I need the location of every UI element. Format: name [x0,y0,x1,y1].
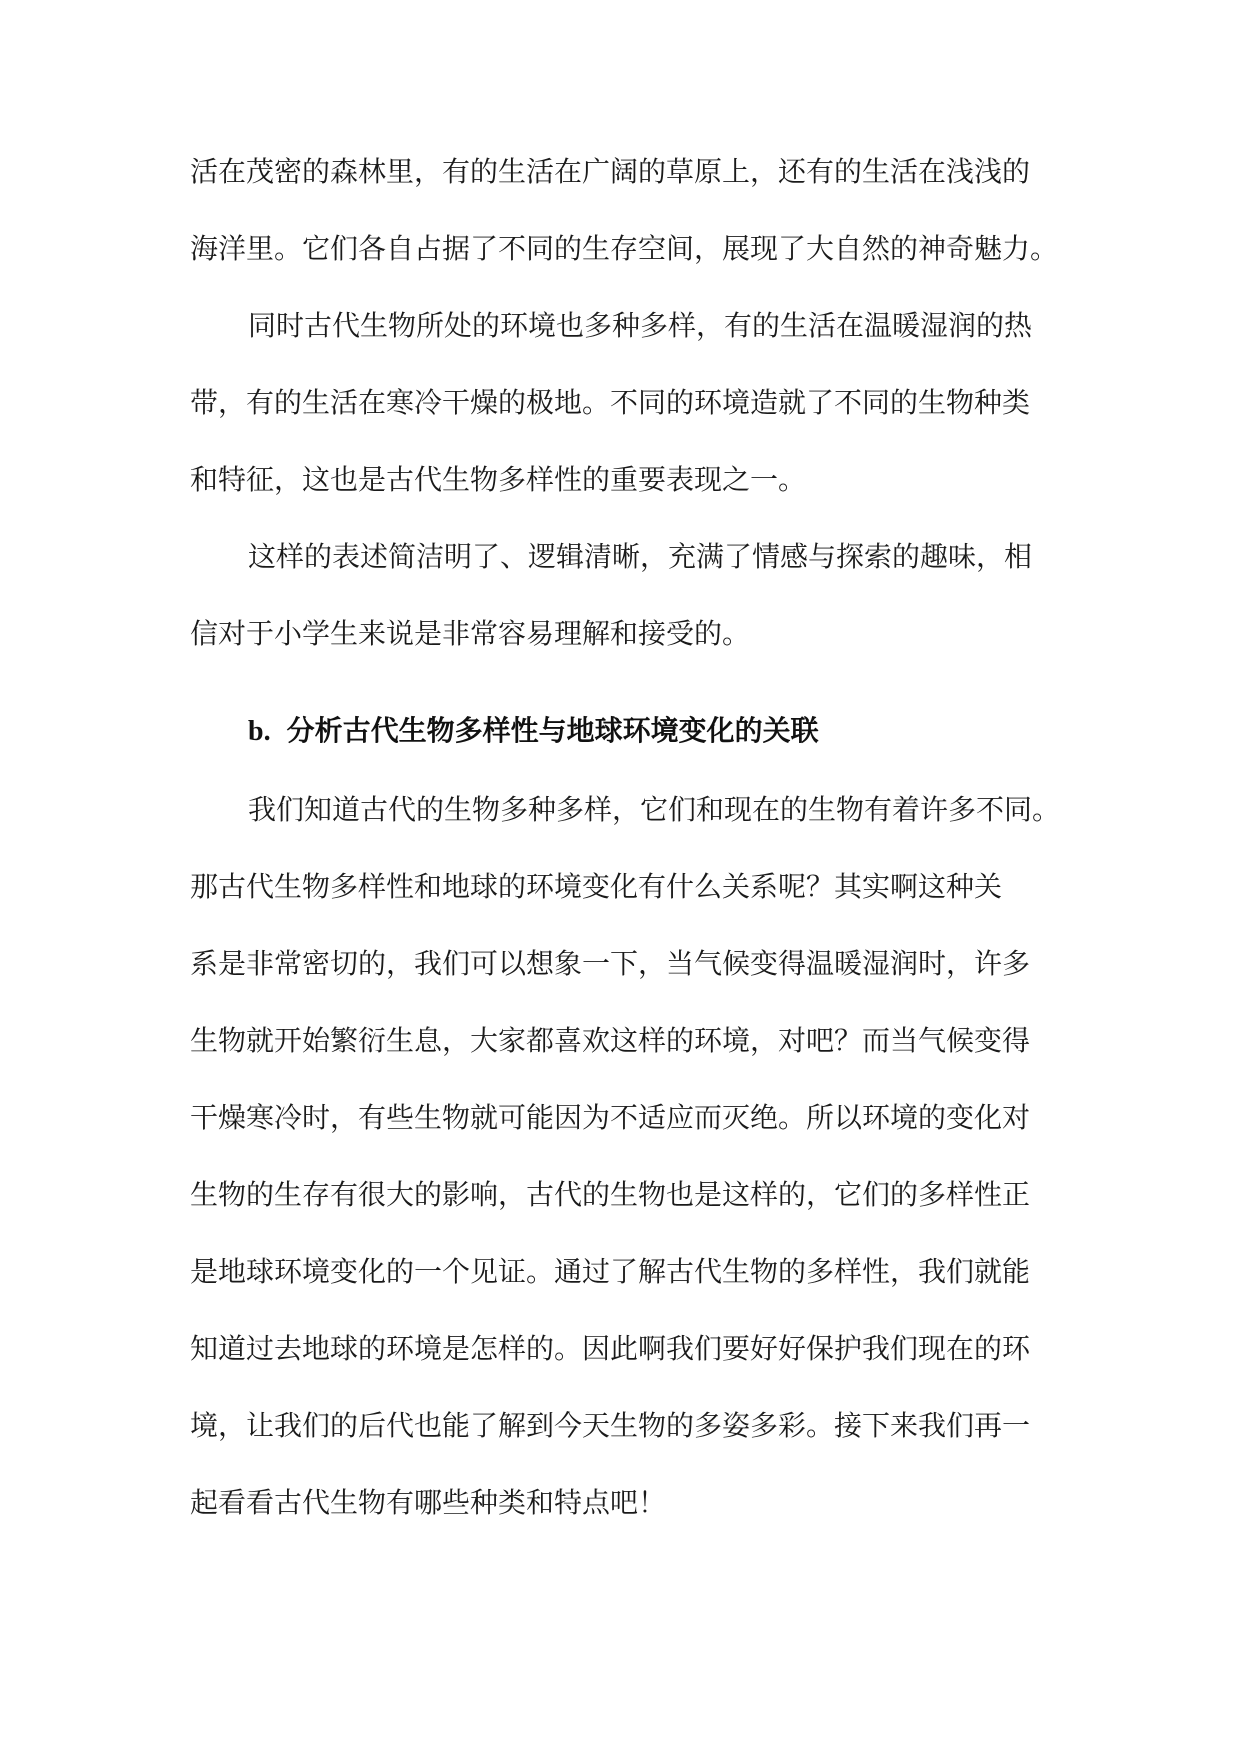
section-heading [248,692,819,770]
paragraph-line: 信对于小学生来说是非常容易理解和接受的。 [190,617,751,650]
section-marker: b. [248,716,271,747]
paragraph-line: 境，让我们的后代也能了解到今天生物的多姿多彩。接下来我们再一 [190,1409,1031,1442]
paragraph-line: 是地球环境变化的一个见证。通过了解古代生物的多样性，我们就能 [190,1255,1031,1288]
paragraph-line: 干燥寒冷时，有些生物就可能因为不适应而灭绝。所以环境的变化对 [190,1101,1031,1134]
paragraph-line: 起看看古代生物有哪些种类和特点吧！ [190,1486,667,1519]
paragraph-line: 带，有的生活在寒冷干燥的极地。不同的环境造就了不同的生物种类 [190,386,1031,419]
paragraph-line: 活在茂密的森林里，有的生活在广阔的草原上，还有的生活在浅浅的 [190,155,1031,188]
paragraph-line: 我们知道古代的生物多种多样，它们和现在的生物有着许多不同。 [248,793,1061,826]
section-heading-text: 分析古代生物多样性与地球环境变化的关联 [286,714,819,747]
paragraph-line: 生物的生存有很大的影响，古代的生物也是这样的，它们的多样性正 [190,1178,1031,1211]
paragraph-line: 系是非常密切的，我们可以想象一下，当气候变得温暖湿润时，许多 [190,947,1031,980]
paragraph-line: 生物就开始繁衍生息，大家都喜欢这样的环境，对吧？而当气候变得 [190,1024,1031,1057]
paragraph-line: 那古代生物多样性和地球的环境变化有什么关系呢？其实啊这种关 [190,870,1003,903]
paragraph-line: 这样的表述简洁明了、逻辑清晰，充满了情感与探索的趣味，相 [248,540,1033,573]
paragraph-line: 知道过去地球的环境是怎样的。因此啊我们要好好保护我们现在的环 [190,1332,1031,1365]
paragraph-line: 同时古代生物所处的环境也多种多样，有的生活在温暖湿润的热 [248,309,1033,342]
paragraph-line: 和特征，这也是古代生物多样性的重要表现之一。 [190,463,807,496]
paragraph-line: 海洋里。它们各自占据了不同的生存空间，展现了大自然的神奇魅力。 [190,232,1059,265]
body-text-bottom [190,771,1062,1541]
body-text-top [190,133,1062,672]
